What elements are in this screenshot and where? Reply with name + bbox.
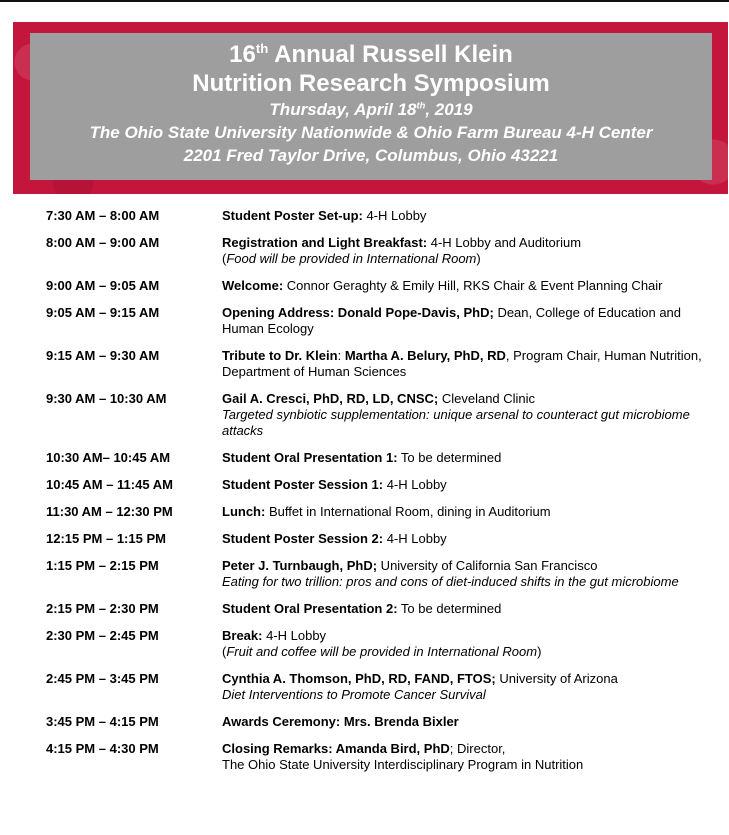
schedule-time: 10:45 AM – 11:45 AM (46, 477, 173, 492)
event-venue: The Ohio State University Nationwide & Ohio Farm Bureau 4-H Center (89, 123, 653, 142)
schedule-row (46, 504, 716, 520)
schedule-desc: Student Poster Session 1: 4-H Lobby (222, 477, 447, 492)
schedule-time: 1:15 PM – 2:15 PM (46, 558, 159, 573)
schedule-row (46, 208, 716, 224)
header-banner (13, 22, 728, 194)
schedule-row (46, 601, 716, 617)
schedule-time: 11:30 AM – 12:30 PM (46, 504, 173, 519)
schedule-row (46, 450, 716, 466)
schedule-time: 2:15 PM – 2:30 PM (46, 601, 159, 616)
schedule-time: 10:30 AM– 10:45 AM (46, 450, 171, 465)
schedule-row (46, 671, 716, 703)
event-address: 2201 Fred Taylor Drive, Columbus, Ohio 43221 (183, 146, 559, 165)
schedule-time: 7:30 AM – 8:00 AM (46, 208, 160, 223)
schedule-time: 12:15 PM – 1:15 PM (46, 531, 166, 546)
schedule-desc: Student Oral Presentation 1: To be determined (222, 450, 502, 465)
schedule-list (46, 208, 716, 784)
schedule-time: 2:45 PM – 3:45 PM (46, 671, 159, 686)
schedule-time: 9:15 AM – 9:30 AM (46, 348, 160, 363)
event-title: 16th Annual Russell Klein (229, 41, 513, 68)
schedule-row (46, 628, 716, 660)
schedule-row (46, 558, 716, 590)
schedule-desc: Tribute to Dr. Klein: Martha A. Belury, PhD, RD, Program Chair, Human Nutrition, Department of Human Sciences (222, 348, 702, 379)
schedule-row (46, 714, 716, 730)
schedule-desc: Student Oral Presentation 2: To be determined (222, 601, 502, 616)
schedule-desc: Student Poster Session 2: 4-H Lobby (222, 531, 447, 546)
schedule-row (46, 235, 716, 267)
schedule-time: 3:45 PM – 4:15 PM (46, 714, 159, 729)
schedule-desc: Closing Remarks: Amanda Bird, PhD; Director, The Ohio State University Interdisciplinary Program in Nutrition (222, 741, 584, 772)
event-subtitle: Nutrition Research Symposium (192, 70, 550, 97)
schedule-time: 4:15 PM – 4:30 PM (46, 741, 159, 756)
schedule-row (46, 348, 716, 380)
event-date: Thursday, April 18th, 2019 (269, 100, 473, 119)
schedule-desc: Gail A. Cresci, PhD, RD, LD, CNSC; Cleveland Clinic Targeted synbiotic supplementation: unique arsenal to counteract gut microbiome attacks (222, 391, 690, 438)
schedule-time: 8:00 AM – 9:00 AM (46, 235, 160, 250)
schedule-desc: Awards Ceremony: Mrs. Brenda Bixler (222, 714, 459, 729)
schedule-desc: Lunch: Buffet in International Room, dining in Auditorium (222, 504, 551, 519)
schedule-desc: Cynthia A. Thomson, PhD, RD, FAND, FTOS; University of Arizona Diet Interventions to Promote Cancer Survival (222, 671, 618, 702)
schedule-time: 2:30 PM – 2:45 PM (46, 628, 159, 643)
schedule-time: 9:00 AM – 9:05 AM (46, 278, 160, 293)
schedule-desc: Peter J. Turnbaugh, PhD; University of California San Francisco Eating for two trillion: pros and cons of diet-induced shifts in the gut microbiome (222, 558, 679, 589)
header-panel (30, 33, 712, 180)
schedule-desc: Opening Address: Donald Pope-Davis, PhD; Dean, College of Education and Human Ecology (222, 305, 682, 336)
top-rule (0, 0, 729, 2)
schedule-row (46, 391, 716, 439)
schedule-row (46, 531, 716, 547)
schedule-row (46, 278, 716, 294)
schedule-time: 9:05 AM – 9:15 AM (46, 305, 160, 320)
schedule-row (46, 305, 716, 337)
schedule-desc: Student Poster Set-up: 4-H Lobby (222, 208, 427, 223)
schedule-row (46, 477, 716, 493)
schedule-desc: Welcome: Connor Geraghty & Emily Hill, RKS Chair & Event Planning Chair (222, 278, 663, 293)
schedule-row (46, 741, 716, 773)
schedule-desc: Break: 4-H Lobby (Fruit and coffee will be provided in International Room) (222, 628, 542, 659)
schedule-desc: Registration and Light Breakfast: 4-H Lobby and Auditorium (Food will be provided in International Room) (222, 235, 582, 266)
schedule-time: 9:30 AM – 10:30 AM (46, 391, 167, 406)
